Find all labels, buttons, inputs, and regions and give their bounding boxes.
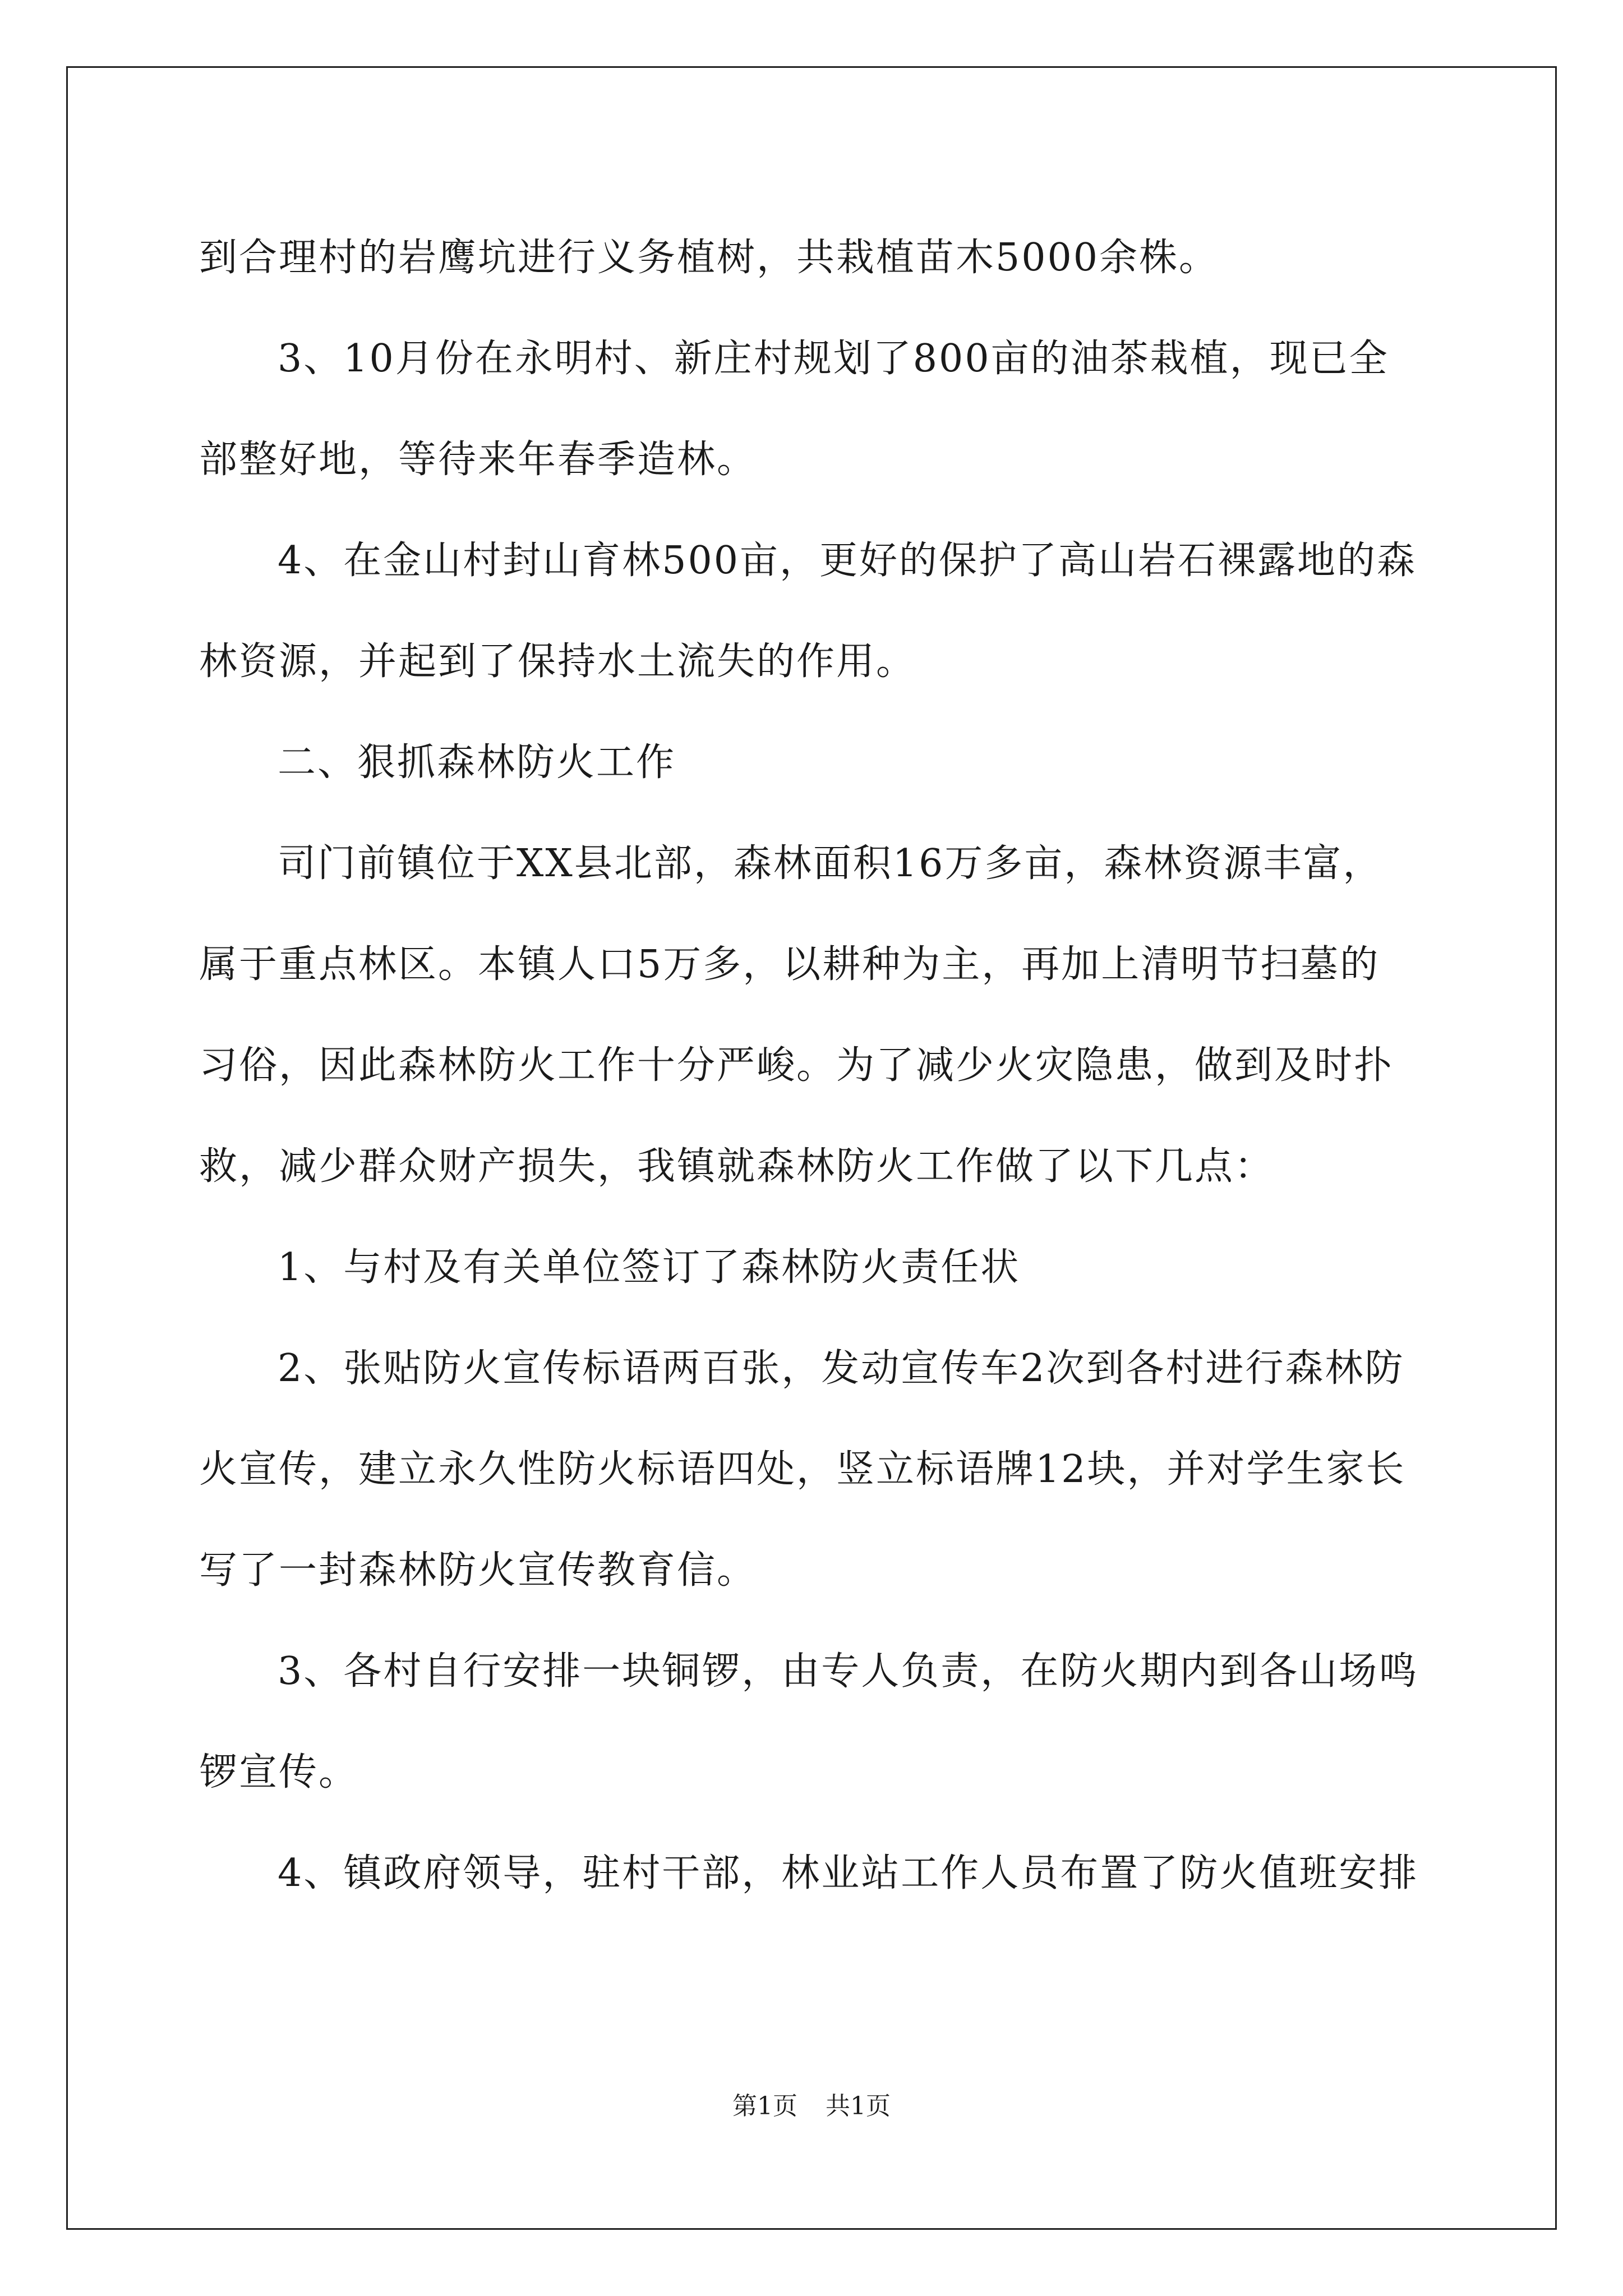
text-line: 司门前镇位于XX县北部，森林面积16万多亩，森林资源丰富， (278, 841, 1383, 886)
page-footer (0, 2086, 1623, 2122)
text-line: 2、张贴防火宣传标语两百张，发动宣传车2次到各村进行森林防 (278, 1346, 1405, 1391)
text-line: 4、在金山村封山育林500亩，更好的保护了高山岩石裸露地的森 (278, 539, 1417, 583)
page-total: 共1页 (826, 2092, 891, 2120)
text-line: 救，减少群众财产损失，我镇就森林防火工作做了以下几点： (199, 1144, 1275, 1189)
text-line: 1、与村及有关单位签订了森林防火责任状 (278, 1245, 1021, 1290)
text-line: 3、各村自行安排一块铜锣，由专人负责，在防火期内到各山场鸣 (278, 1649, 1419, 1694)
page-number: 第1页 (732, 2092, 797, 2120)
text-line: 林资源，并起到了保持水土流失的作用。 (199, 639, 916, 684)
text-line: 属于重点林区。本镇人口5万多，以耕种为主，再加上清明节扫墓的 (199, 942, 1380, 987)
text-line: 到合理村的岩鹰坑进行义务植树，共栽植苗木5000余株。 (199, 236, 1219, 280)
section-heading: 二、狠抓森林防火工作 (278, 740, 676, 785)
text-line: 锣宣传。 (199, 1750, 359, 1795)
text-line: 火宣传，建立永久性防火标语四处，竖立标语牌12块，并对学生家长 (199, 1447, 1406, 1492)
text-line: 写了一封森林防火宣传教育信。 (199, 1548, 757, 1593)
text-line: 部整好地，等待来年春季造林。 (199, 438, 757, 482)
text-line: 4、镇政府领导，驻村干部，林业站工作人员布置了防火值班安排 (278, 1851, 1419, 1895)
text-line: 3、10月份在永明村、新庄村规划了800亩的油茶栽植，现已全 (278, 337, 1389, 381)
text-line: 习俗，因此森林防火工作十分严峻。为了减少火灾隐患，做到及时扑 (199, 1043, 1394, 1088)
